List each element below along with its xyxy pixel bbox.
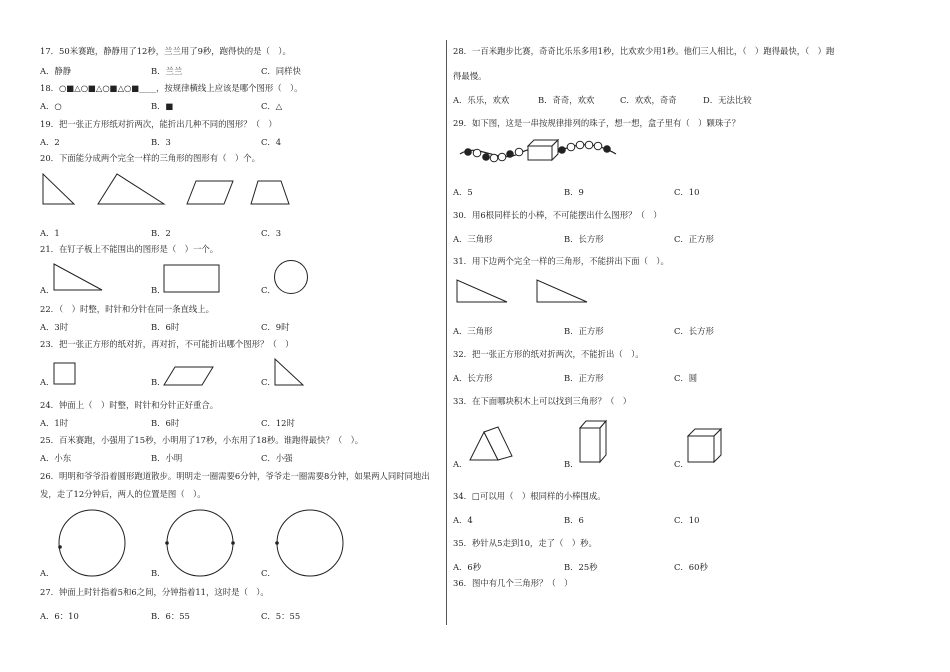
option-c[interactable]: C．: [261, 285, 276, 295]
option-c[interactable]: C．9时: [261, 322, 290, 332]
option-a[interactable]: A．3时: [40, 322, 69, 332]
option-a[interactable]: A．○: [40, 101, 62, 111]
option-b[interactable]: B．正方形: [564, 326, 604, 336]
option-c[interactable]: C．△: [261, 101, 283, 111]
circle-shape: [272, 258, 310, 296]
option-b[interactable]: B．9: [564, 187, 584, 197]
question-stem-line-1: 28．一百米跑步比赛，奇奇比乐乐多用1秒，比欢欢少用1秒。他们三人相比，（ ）跑得最快，（ ）跑: [453, 46, 835, 56]
question-stem: 24．钟面上（ ）时整，时针和分针正好重合。: [40, 400, 219, 410]
option-a[interactable]: A．: [453, 459, 468, 469]
triangle-shape: [534, 277, 590, 305]
option-b[interactable]: B．: [151, 377, 166, 387]
question-stem: 31．用下边两个完全一样的三角形，不能拼出下面（ ）。: [453, 256, 669, 266]
option-a[interactable]: A．: [40, 285, 55, 295]
triangle-shape: [454, 277, 510, 305]
bead-white: [576, 141, 584, 149]
option-a[interactable]: A．6：10: [40, 611, 79, 621]
question-stem: 33．在下面哪块积木上可以找到三角形？（ ）: [453, 396, 632, 406]
bead-white: [567, 143, 575, 151]
option-d[interactable]: D．无法比较: [703, 95, 752, 105]
option-a[interactable]: A．静静: [40, 66, 72, 76]
option-b[interactable]: B．: [564, 459, 579, 469]
option-c[interactable]: C．12时: [261, 418, 295, 428]
option-b[interactable]: B．小明: [151, 453, 183, 463]
option-c[interactable]: C．3: [261, 228, 282, 238]
square-shape: [53, 362, 77, 386]
bead-white: [594, 142, 602, 150]
option-a[interactable]: A．6秒: [453, 562, 482, 572]
option-c[interactable]: C．: [261, 568, 276, 578]
question-stem: 19．把一张正方形纸对折两次，能折出几种不同的图形？（ ）: [40, 119, 277, 129]
option-a[interactable]: A．三角形: [453, 234, 493, 244]
option-b[interactable]: B．: [151, 285, 166, 295]
question-stem: 30．用6根同样长的小棒，不可能摆出什么图形？（ ）: [453, 210, 662, 220]
position-dot: [165, 541, 169, 545]
shape-triangles-figure: [40, 168, 310, 208]
bead-string-figure: [458, 136, 618, 168]
option-a[interactable]: A．三角形: [453, 326, 493, 336]
question-stem-line-2: 得最慢。: [453, 71, 487, 81]
question-stem: 36．图中有几个三角形？（ ）: [453, 578, 573, 588]
right-triangle-shape: [52, 262, 104, 294]
cube-block: [686, 426, 724, 466]
option-b[interactable]: B．兰兰: [151, 66, 183, 76]
option-a[interactable]: A．乐乐，欢欢: [453, 95, 510, 105]
option-b[interactable]: B．正方形: [564, 373, 604, 383]
option-a[interactable]: A．: [40, 568, 55, 578]
option-b[interactable]: B．25秒: [564, 562, 598, 572]
option-a[interactable]: A．1: [40, 228, 60, 238]
question-stem: 21．在钉子板上不能围出的图形是（ ）一个。: [40, 244, 219, 254]
option-a[interactable]: A．4: [453, 515, 473, 525]
rectangle-shape: [163, 264, 221, 294]
option-c[interactable]: C．10: [674, 515, 700, 525]
option-b[interactable]: B．长方形: [564, 234, 604, 244]
option-a[interactable]: A．小东: [40, 453, 72, 463]
triangle-shape: [98, 174, 164, 204]
position-dot: [58, 545, 62, 549]
question-stem: 29．如下图，这是一串按规律排列的珠子，想一想，盒子里有（ ）颗珠子？: [453, 118, 741, 128]
position-dot: [275, 541, 279, 545]
bead-white: [515, 148, 523, 156]
option-b[interactable]: B．3: [151, 137, 171, 147]
option-c[interactable]: C．60秒: [674, 562, 708, 572]
option-c[interactable]: C．欢欢，奇奇: [620, 95, 677, 105]
option-b[interactable]: B．6：55: [151, 611, 190, 621]
bead-black: [506, 150, 514, 158]
column-divider: [446, 40, 447, 625]
bead-black: [464, 148, 472, 156]
option-c[interactable]: C．圆: [674, 373, 698, 383]
option-c[interactable]: C．小强: [261, 453, 293, 463]
bead-black: [558, 146, 566, 154]
question-stem: 25．百米赛跑，小强用了15秒，小明用了17秒，小东用了18秒。谁跑得最快？（ ）。: [40, 435, 364, 445]
option-b[interactable]: B．6时: [151, 418, 180, 428]
bead-black: [603, 145, 611, 153]
question-stem: 27．钟面上时针指着5和6之间，分钟指着11，这时是（ ）。: [40, 587, 269, 597]
track-circle-a: [56, 507, 128, 579]
right-triangle-shape: [43, 174, 74, 204]
option-b[interactable]: B．6时: [151, 322, 180, 332]
option-c[interactable]: C．正方形: [674, 234, 714, 244]
question-stem: 18．○■△○■△○■△○■____，按规律横线上应该是哪个图形（ ）。: [40, 83, 303, 93]
bead-white: [585, 141, 593, 149]
option-b[interactable]: B．: [151, 568, 166, 578]
track-circle-c: [274, 507, 346, 579]
right-triangle-shape: [273, 357, 305, 387]
option-a[interactable]: A．5: [453, 187, 473, 197]
option-b[interactable]: B．2: [151, 228, 171, 238]
position-dot: [231, 541, 235, 545]
option-c[interactable]: C．: [674, 459, 689, 469]
option-c[interactable]: C．5：55: [261, 611, 301, 621]
question-stem: 34．□可以用（ ）根同样的小棒围成。: [453, 491, 606, 501]
option-c[interactable]: C．4: [261, 137, 282, 147]
bead-white: [498, 153, 506, 161]
box-shape: [528, 140, 558, 160]
option-b[interactable]: B．■: [151, 101, 174, 111]
option-a[interactable]: A．长方形: [453, 373, 493, 383]
track-circle-b: [164, 507, 236, 579]
option-a[interactable]: A．2: [40, 137, 60, 147]
option-c[interactable]: C．: [261, 377, 276, 387]
option-a[interactable]: A．: [40, 377, 55, 387]
question-stem: 22．（ ）时整，时针和分针在同一条直线上。: [40, 304, 214, 314]
bead-black: [482, 153, 490, 161]
trapezoid-shape: [251, 181, 289, 204]
question-stem: 20．下面能分成两个完全一样的三角形的图形有（ ）个。: [40, 153, 261, 163]
triangular-prism-block: [468, 424, 516, 464]
question-stem-line-1: 26．明明和爷爷沿着圆形跑道散步。明明走一圈需要6分钟，爷爷走一圈需要8分钟，如果两人同时同地出: [40, 471, 430, 481]
option-c[interactable]: C．长方形: [674, 326, 714, 336]
parallelogram-shape: [187, 181, 233, 204]
cuboid-block: [578, 418, 610, 466]
question-stem: 23．把一张正方形的纸对折，再对折，不可能折出哪个图形？（ ）: [40, 339, 294, 349]
option-b[interactable]: B．奇奇，欢欢: [538, 95, 595, 105]
parallelogram-shape: [163, 365, 215, 387]
option-a[interactable]: A．1时: [40, 418, 69, 428]
question-stem: 32．把一张正方形的纸对折两次，不能折出（ ）。: [453, 349, 644, 359]
bead-white: [490, 154, 498, 162]
bead-white: [473, 149, 481, 157]
option-c[interactable]: C．10: [674, 187, 700, 197]
option-b[interactable]: B．6: [564, 515, 584, 525]
question-stem: 35．秒针从5走到10，走了（ ）秒。: [453, 538, 597, 548]
question-stem: 17．50米赛跑，静静用了12秒，兰兰用了9秒，跑得快的是（ ）。: [40, 46, 291, 56]
option-c[interactable]: C．同样快: [261, 66, 301, 76]
question-stem-line-2: 发，走了12分钟后，两人的位置是图（ ）。: [40, 489, 206, 499]
